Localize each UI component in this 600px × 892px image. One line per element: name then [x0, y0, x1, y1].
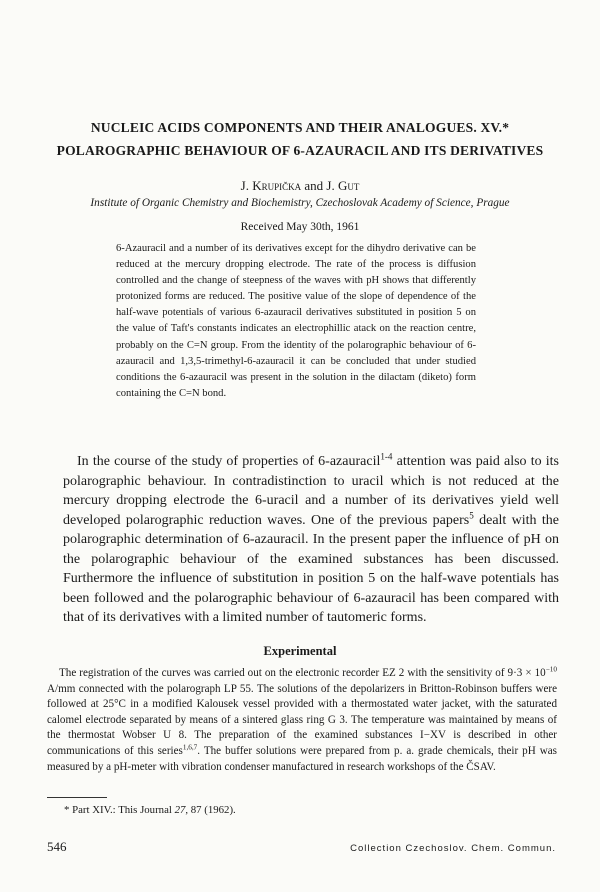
- author-conjunction: and: [301, 178, 327, 193]
- section-heading-experimental: Experimental: [263, 644, 337, 658]
- intro-ref-1: 1-4: [380, 451, 393, 462]
- exp-text-2: A/mm connected with the polarograph LP 55. The solutions of the depolarizers in Britton-Robinson buffers were followed at 25°C in a modified Kalousek vessel provided with a thermostated water jacket, with the saturated calomel electrode separated by means of a sintered glass ring G 3. The temperature was maintained by means of the thermostat Wobser U 8. The preparation of the examined substances I−XV is described in other communications of this series: [47, 682, 557, 757]
- footnote-divider: [47, 797, 107, 798]
- title-line-2: POLAROGRAPHIC BEHAVIOUR OF 6-AZAURACIL AND ITS DERIVATIVES: [56, 143, 544, 158]
- intro-text-2: attention was paid also to its polarographic behaviour. In contradistinction to uracil which is not reduced at the mercury dropping electrode the 6-uracil and a number of its derivatives yield well developed polarographic reduction waves. One of the previous papers: [63, 454, 559, 528]
- footnote-rest: , 87 (1962).: [185, 804, 236, 816]
- intro-ref-2: 5: [469, 509, 474, 520]
- intro-text-1: In the course of the study of properties of 6-azauracil: [77, 454, 381, 469]
- intro-text-3: dealt with the polarographic determination of 6-azauracil. In the present paper the influence of pH on the polarographic behaviour of the examined substances has been discussed. Furthermore the influence of substitution in position 5 on the half-wave potentials has been followed and the polarographic behaviour of 6-azauracil has been compared with that of its derivatives with a limited number of tautomeric forms.: [63, 512, 559, 625]
- received-date: Received May 30th, 1961: [240, 221, 360, 233]
- exp-exponent: −10: [545, 665, 557, 674]
- exp-text-3: . The buffer solutions were prepared from p. a. grade chemicals, their pH was measured by a pH-meter with vibration condenser manufactured in research workshops of the ČSAV.: [47, 744, 557, 773]
- abstract: 6-Azauracil and a number of its derivatives except for the dihydro derivative can be reduced at the mercury dropping electrode. The rate of the process is diffusion controlled and the change of steepness of the waves with pH shows that differently protonized forms are reduced. The positive value of the slope of dependence of the half-wave potentials of various 6-azauracil derivatives substituted in position 5 on the value of Taft's constants indicates an electrophillic atack on the reaction centre, probably on the C=N group. From the identity of the polarographic behaviour of 6-azauracil and 1,3,5-trimethyl-6-azauracil it can be concluded that under studied conditions the 6-azauracil was present in the solution in the dilactam (diketo) form containing the C=N bond.: [116, 243, 476, 399]
- footnote-text: * Part XIV.: This Journal: [64, 804, 175, 816]
- author-2-initial: J.: [326, 178, 338, 193]
- exp-ref: 1,6,7: [182, 743, 198, 752]
- experimental-paragraph: [47, 666, 557, 775]
- exp-text-1: The registration of the curves was carried out on the electronic recorder EZ 2 with the sensitivity of 9·3 × 10: [59, 667, 546, 679]
- authors: [0, 178, 600, 194]
- title-line-1: NUCLEIC ACIDS COMPONENTS AND THEIR ANALOGUES. XV.*: [90, 120, 510, 135]
- author-1-initial: J.: [240, 178, 253, 193]
- author-2-name: Gut: [337, 178, 360, 193]
- affiliation: Institute of Organic Chemistry and Biochemistry, Czechoslovak Academy of Science, Prague: [90, 197, 510, 209]
- page-number: 546: [47, 839, 67, 854]
- footnote: [64, 804, 236, 816]
- author-1-name: Krupička: [252, 178, 302, 193]
- introduction-paragraph: [63, 452, 559, 628]
- footnote-volume: 27: [174, 804, 186, 816]
- journal-running-footer: Collection Czechoslov. Chem. Commun.: [350, 843, 556, 854]
